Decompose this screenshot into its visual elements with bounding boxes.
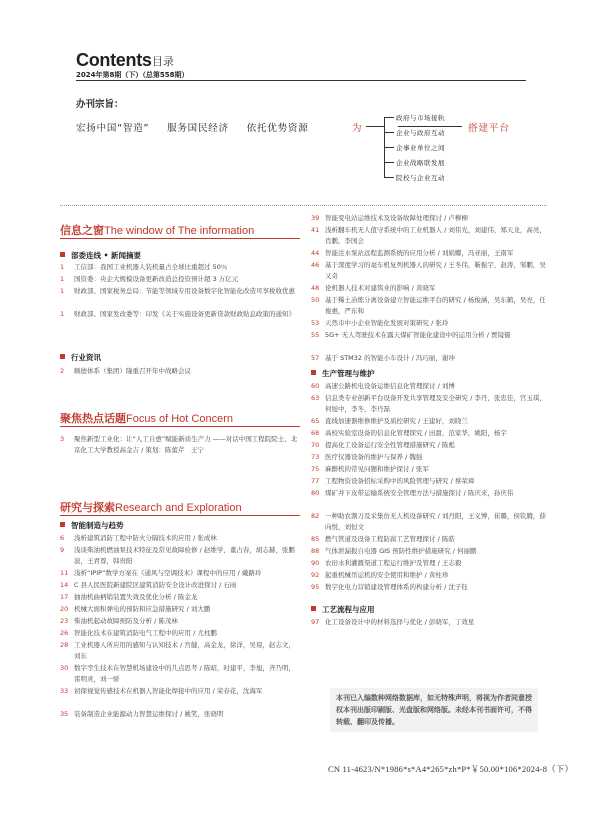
subsection-title: 行业资讯 xyxy=(60,352,101,363)
purpose-platform: 搭建平台 xyxy=(468,123,511,134)
subsection-title: 智能制造与趋势 xyxy=(60,520,124,531)
toc-entry: 3 聚焦新型工业化：让“人工自愈”赋能新质生产力 ——对话中国工程院院士、北京化工大学教授高金吉 / 策划：陈蕾芹 王宁 xyxy=(60,435,298,454)
toc-entry: 90 农田水利灌溉渠道工程运行维护及管理 / 王志毅 xyxy=(311,559,462,567)
section-title-cn: 信息之窗 xyxy=(60,224,104,237)
purpose-phrase-2: 服务国民经济 xyxy=(167,123,229,134)
purpose-statement xyxy=(76,120,309,134)
purpose-branch-2: 企业与政府互动 xyxy=(396,129,445,137)
bullet-icon xyxy=(311,370,316,375)
toc-entry: 35 装备制造企业能源动力智慧运维探讨 / 姚笑，张晓明 xyxy=(60,710,224,718)
section-underline xyxy=(60,515,300,516)
section-title-hot-concern xyxy=(60,410,233,426)
section-title-en: Focus of Hot Concern xyxy=(126,413,233,425)
bullet-icon xyxy=(60,522,65,527)
toc-entry: 70 提高化工设备运行安全性管理措施研究 / 陈彪 xyxy=(311,441,455,449)
toc-entry: 9 浅谈柴油机燃油泵技术特征及常见故障检修 / 赵维学，董占春，胡志赫，张鹏波，王君尊，韩贵阳 xyxy=(60,546,295,565)
toc-entry: 82 一种助农割刀及采集仿无人机设备研究 / 刘丹阳，王义博，崔璐，侯钦腾，薛向悦，刘恒文 xyxy=(311,512,546,531)
toc-entry: 2 顺德体系（集团）隆重召开年中战略会议 xyxy=(60,367,191,375)
section-title-en: Research and Exploration xyxy=(115,502,242,514)
toc-entry: 1 财政部、国家税务总局：节能等领域专用设备数字化智能化改造可享税收优惠 xyxy=(60,287,295,295)
issue-info: 2024年第8期（下）（总第558期） xyxy=(76,71,189,79)
toc-entry: 41 浅析翻车机无人值守系统中的工业机器人 / 刘伟光，刘建伟，郑天龙，高亮，肖鹏，李国会 xyxy=(311,226,546,245)
purpose-branch-3: 企事业单位之间 xyxy=(396,144,445,152)
toc-entry: 80 煤矿井下皮带运输系统安全管理方法与措施探讨 / 陈庆来，孙庆伟 xyxy=(311,489,514,497)
toc-entry: 60 高速公路机电设备运维信息化管理探讨 / 刘博 xyxy=(311,382,455,390)
toc-entry: 73 医疗仪器设备的维护与保养 / 魏强 xyxy=(311,453,423,461)
toc-entry: 75 麻醉机的常见问题和维护探讨 / 张军 xyxy=(311,465,429,473)
publication-code: CN 11-4623/N*1986*s*A4*265*zh*P*￥50.00*106*2024-8（下） xyxy=(328,764,574,774)
toc-entry: 63 信息类专业创新平台设备开发共享管理及安全研究 / 李丹，张忠佳，宫玉琪，何旭中，李冬，李丹磊 xyxy=(311,394,546,413)
purpose-branch-4: 企业战略联发展 xyxy=(396,159,445,167)
purpose-wei: 为 xyxy=(352,123,362,134)
contents-title: Contents xyxy=(76,50,152,70)
toc-entry: 6 浅析建筑消防工程中防火分隔技术的应用 / 张成林 xyxy=(60,534,217,542)
toc-entry: 85 燃气管道及设备工程防腐工艺管理探讨 / 陈皓 xyxy=(311,535,455,543)
toc-entry: 95 数字化电力营销建设管理体系的构建分析 / 沈子钰 xyxy=(311,583,468,591)
purpose-branch-5: 院校与企业互动 xyxy=(396,174,445,182)
purpose-label: 办刊宗旨： xyxy=(76,99,124,110)
toc-entry: 57 基于 STM32 的智能小车设计 / 冯巧丽，谢冲 xyxy=(311,354,455,362)
toc-entry: 55 5G+ 无人驾驶技术在露天煤矿智能化建设中的运用分析 / 贾镜儒 xyxy=(311,331,511,339)
toc-entry: 65 直线加速器维修维护及质控研究 / 王建好，刘晓兰 xyxy=(311,417,468,425)
toc-entry: 30 数字孪生技术在智慧机场建设中的几点思考 / 陈昭，时建平，李旭，齐乃明，雷明灵，刘一骄 xyxy=(60,664,295,683)
toc-entry: 88 气体泄漏报自电器 GIS 预防性维护措施研究 / 何丽鹏 xyxy=(311,547,477,555)
toc-entry: 39 智能变电站运维技术及设备故障处理探讨 / 卢柳柳 xyxy=(311,214,468,222)
toc-entry: 23 柴油机起动故障预防及分析 / 陈茂林 xyxy=(60,617,178,625)
subsection-title: 部委连线 • 新闻摘要 xyxy=(60,250,141,261)
toc-entry: 26 智能化技术在建筑消防电气工程中的应用 / 尤柱鹏 xyxy=(60,629,217,637)
contents-title-cn: 目录 xyxy=(152,55,174,68)
toc-entry: 50 基于稀土冶炼分离设备建立智能运维平台的研究 / 杨俊涵，吴东鹤，吴亮，任俊惠，严东和 xyxy=(311,296,546,315)
toc-entry: 17 抽油机曲柄销装置失效及优化分析 / 陈金龙 xyxy=(60,593,198,601)
purpose-phrase-3: 依托优势资源 xyxy=(246,123,309,134)
bullet-icon xyxy=(60,252,65,257)
section-underline xyxy=(60,426,300,427)
toc-entry: 11 浅析“IPIP”数学方案在《通风与空调技术》课程中的应用 / 戴路玲 xyxy=(60,569,262,577)
bullet-icon xyxy=(60,354,65,359)
toc-entry: 48 论机器人技术对建筑业的影响 / 黄晓军 xyxy=(311,284,436,292)
purpose-branch-1: 政府与市场接轨 xyxy=(396,114,445,122)
toc-entry: 1 工信部：我国工业机器人装机量占全球比重超过 50％ xyxy=(60,263,228,271)
toc-entry: 20 机械大面积弹电的预防和应急措施研究 / 刘大鹏 xyxy=(60,605,211,613)
toc-entry: 92 起重机械吊运机的安全使用和维护 / 黄柱珍 xyxy=(311,571,449,579)
copyright-notice: 本刊已入编数种网络数据库，如无特殊声明，将视为作者同意授权本刊出版印刷版、光盘版和网络版。未经本刊书面许可，不得转载、翻印及传播。 xyxy=(330,688,538,732)
header-dotted-separator xyxy=(60,205,547,206)
toc-entry: 1 财政部、国家发改委等：印发《关于实施设备更新贷款财政贴息政策的通知》 xyxy=(60,310,295,318)
section-title-cn: 研究与探索 xyxy=(60,501,115,514)
toc-entry: 68 高校实验室设备的信息化管理探究 / 田甜，范家华，姚阳，杨宇 xyxy=(311,429,507,437)
toc-entry: 14 C 县人民医院新建院区建筑消防安全设计改进探讨 / 石雨 xyxy=(60,581,237,589)
header-divider xyxy=(76,80,526,81)
bullet-icon xyxy=(311,606,316,611)
subsection-title: 工艺流程与应用 xyxy=(311,604,375,615)
section-underline xyxy=(60,238,300,239)
section-title-information xyxy=(60,222,254,238)
section-title-en: The window of The information xyxy=(104,225,255,237)
toc-entry: 44 智能注水泵站远程监测系统的应用分析 / 刘娟娜，冯亚丽，王南军 xyxy=(311,249,514,257)
toc-entry: 33 初探视觉传感技术在机器人智能化焊接中的应用 / 荣春花，沈海军 xyxy=(60,687,263,695)
toc-entry: 1 国资委：央企大规模设备更新改造总投资预计超 3 万亿元 xyxy=(60,275,239,283)
subsection-title: 生产管理与维护 xyxy=(311,368,375,379)
section-title-research xyxy=(60,499,242,515)
toc-entry: 46 基于深度学习的毫车机复列机器人的研究 / 王冬伟，靳振宇，赵涛，邹鹏，吴又奇 xyxy=(311,261,546,280)
toc-entry: 53 天然市中小企业智能化发展对策研究 / 张玲 xyxy=(311,319,449,327)
section-title-cn: 聚焦热点话题 xyxy=(60,412,126,425)
toc-entry: 77 工程物资设备招标采购中的风险管理与研究 / 蔡荣璋 xyxy=(311,477,475,485)
toc-entry: 28 工业机器人所应用的感知与认知技术 / 宫健，高金龙，徐洋，吴琼，赵志文，刘东 xyxy=(60,641,295,660)
toc-entry: 97 化工设备设计中的材料选择与优化 / 彭晓军，丁效星 xyxy=(311,618,475,626)
purpose-phrase-1: 宏扬中国“智造” xyxy=(76,123,150,134)
